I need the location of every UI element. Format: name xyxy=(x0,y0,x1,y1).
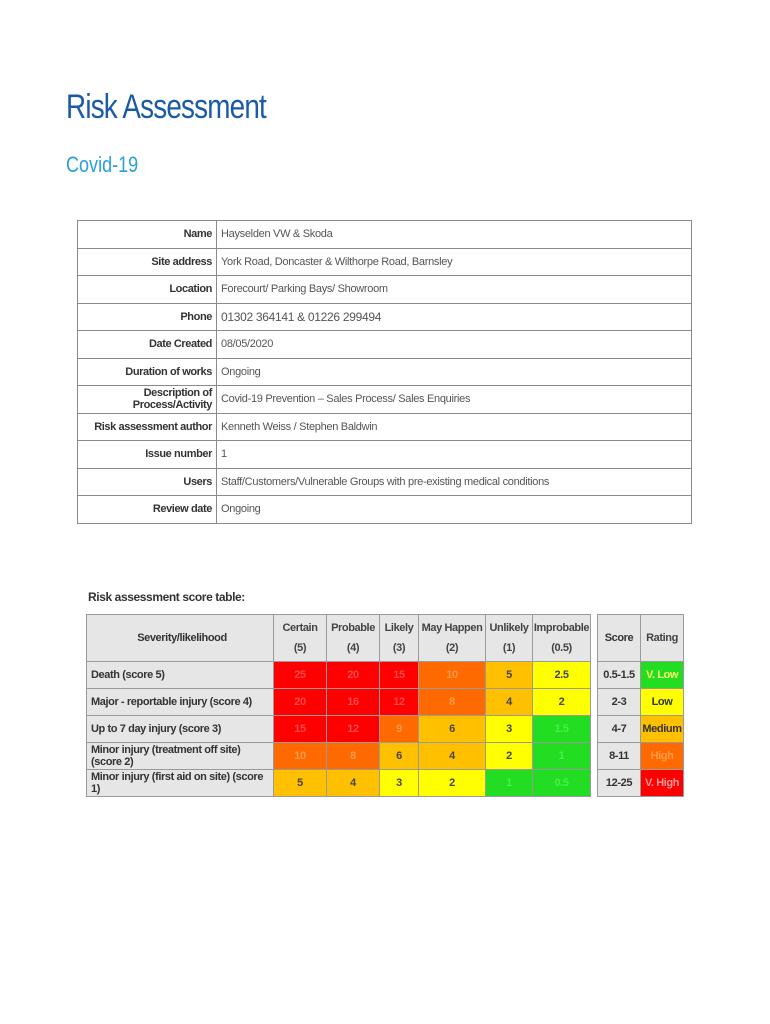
likelihood-header xyxy=(486,615,533,662)
risk-score-cell: 4 xyxy=(486,689,533,716)
details-label: Date Created xyxy=(78,331,217,359)
severity-label: Major - reportable injury (score 4) xyxy=(87,689,274,716)
likelihood-name: Likely xyxy=(384,622,414,634)
risk-score-cell: 10 xyxy=(419,662,486,689)
details-value: Staff/Customers/Vulnerable Groups with pre-existing medical conditions xyxy=(217,468,692,496)
likelihood-name: Unlikely xyxy=(489,622,529,634)
rating-row xyxy=(598,743,684,770)
risk-score-cell: 2 xyxy=(486,743,533,770)
details-row xyxy=(78,276,692,304)
details-row xyxy=(78,496,692,524)
rating-label: Medium xyxy=(641,716,684,743)
likelihood-header xyxy=(419,615,486,662)
matrix-row xyxy=(87,689,591,716)
risk-score-cell: 2 xyxy=(419,770,486,797)
rating-label: V. High xyxy=(641,770,684,797)
details-label: Risk assessment author xyxy=(78,413,217,441)
details-label: Duration of works xyxy=(78,358,217,386)
likelihood-name: Improbable xyxy=(533,622,590,634)
matrix-row xyxy=(87,770,591,797)
score-header: Score xyxy=(598,615,641,662)
details-value: Covid-19 Prevention – Sales Process/ Sales Enquiries xyxy=(217,386,692,414)
details-row xyxy=(78,303,692,331)
details-value: Kenneth Weiss / Stephen Baldwin xyxy=(217,413,692,441)
risk-score-cell: 4 xyxy=(327,770,380,797)
likelihood-header xyxy=(274,615,327,662)
rating-header: Rating xyxy=(641,615,684,662)
risk-score-cell: 10 xyxy=(274,743,327,770)
risk-score-cell: 1 xyxy=(486,770,533,797)
details-value: 01302 364141 & 01226 299494 xyxy=(217,303,692,331)
likelihood-header xyxy=(380,615,419,662)
risk-score-cell: 15 xyxy=(380,662,419,689)
page-title: Risk Assessment xyxy=(66,88,266,126)
risk-score-cell: 12 xyxy=(380,689,419,716)
likelihood-score: (5) xyxy=(293,642,307,654)
likelihood-header xyxy=(327,615,380,662)
details-row xyxy=(78,468,692,496)
rating-row xyxy=(598,689,684,716)
risk-score-cell: 8 xyxy=(327,743,380,770)
likelihood-score: (4) xyxy=(346,642,360,654)
risk-score-cell: 1.5 xyxy=(533,716,591,743)
details-row xyxy=(78,248,692,276)
severity-label: Up to 7 day injury (score 3) xyxy=(87,716,274,743)
details-label: Issue number xyxy=(78,441,217,469)
risk-score-cell: 3 xyxy=(380,770,419,797)
risk-score-cell: 8 xyxy=(419,689,486,716)
score-range: 0.5-1.5 xyxy=(598,662,641,689)
matrix-row xyxy=(87,716,591,743)
details-value: 08/05/2020 xyxy=(217,331,692,359)
details-row xyxy=(78,413,692,441)
details-row xyxy=(78,386,692,414)
rating-row xyxy=(598,770,684,797)
severity-label: Minor injury (first aid on site) (score 1) xyxy=(87,770,274,797)
rating-label: Low xyxy=(641,689,684,716)
details-value: Ongoing xyxy=(217,358,692,386)
risk-score-cell: 20 xyxy=(274,689,327,716)
details-value: Hayselden VW & Skoda xyxy=(217,221,692,249)
details-label: Phone xyxy=(78,303,217,331)
details-value: Forecourt/ Parking Bays/ Showroom xyxy=(217,276,692,304)
score-range: 4-7 xyxy=(598,716,641,743)
score-table-caption: Risk assessment score table: xyxy=(88,590,245,604)
details-label: Users xyxy=(78,468,217,496)
rating-label: V. Low xyxy=(641,662,684,689)
likelihood-score: (1) xyxy=(502,642,516,654)
rating-header-row xyxy=(598,615,684,662)
score-range: 8-11 xyxy=(598,743,641,770)
details-value: York Road, Doncaster & Wilthorpe Road, Barnsley xyxy=(217,248,692,276)
risk-score-cell: 2 xyxy=(533,689,591,716)
risk-score-cell: 3 xyxy=(486,716,533,743)
details-row xyxy=(78,331,692,359)
likelihood-header xyxy=(533,615,591,662)
risk-score-cell: 4 xyxy=(419,743,486,770)
matrix-row xyxy=(87,743,591,770)
severity-label: Death (score 5) xyxy=(87,662,274,689)
likelihood-score: (2) xyxy=(445,642,459,654)
risk-score-cell: 0.5 xyxy=(533,770,591,797)
risk-score-cell: 1 xyxy=(533,743,591,770)
risk-score-cell: 6 xyxy=(419,716,486,743)
risk-score-cell: 20 xyxy=(327,662,380,689)
risk-score-cell: 15 xyxy=(274,716,327,743)
likelihood-name: May Happen xyxy=(421,622,483,634)
details-value: Ongoing xyxy=(217,496,692,524)
rating-row xyxy=(598,662,684,689)
details-label: Description of Process/Activity xyxy=(78,386,217,414)
details-value: 1 xyxy=(217,441,692,469)
risk-score-cell: 2.5 xyxy=(533,662,591,689)
risk-score-cell: 12 xyxy=(327,716,380,743)
likelihood-score: (3) xyxy=(392,642,406,654)
matrix-corner-header xyxy=(87,615,274,662)
details-label: Review date xyxy=(78,496,217,524)
details-table xyxy=(77,220,692,524)
risk-score-cell: 9 xyxy=(380,716,419,743)
details-label: Site address xyxy=(78,248,217,276)
risk-score-cell: 5 xyxy=(274,770,327,797)
details-row xyxy=(78,221,692,249)
risk-score-cell: 6 xyxy=(380,743,419,770)
details-row xyxy=(78,358,692,386)
likelihood-name: Certain xyxy=(282,622,318,634)
corner-label: Severity/likelihood xyxy=(137,632,227,644)
matrix-header-row xyxy=(87,615,591,662)
page-subtitle: Covid-19 xyxy=(66,152,139,177)
score-range: 12-25 xyxy=(598,770,641,797)
matrix-row xyxy=(87,662,591,689)
details-label: Location xyxy=(78,276,217,304)
likelihood-name: Probable xyxy=(331,622,375,634)
severity-label: Minor injury (treatment off site) (score 2) xyxy=(87,743,274,770)
details-row xyxy=(78,441,692,469)
rating-table xyxy=(597,614,684,797)
risk-score-cell: 25 xyxy=(274,662,327,689)
likelihood-score: (0.5) xyxy=(551,642,572,654)
rating-row xyxy=(598,716,684,743)
rating-label: High xyxy=(641,743,684,770)
details-label: Name xyxy=(78,221,217,249)
risk-score-cell: 5 xyxy=(486,662,533,689)
risk-matrix xyxy=(86,614,591,797)
score-range: 2-3 xyxy=(598,689,641,716)
risk-score-cell: 16 xyxy=(327,689,380,716)
